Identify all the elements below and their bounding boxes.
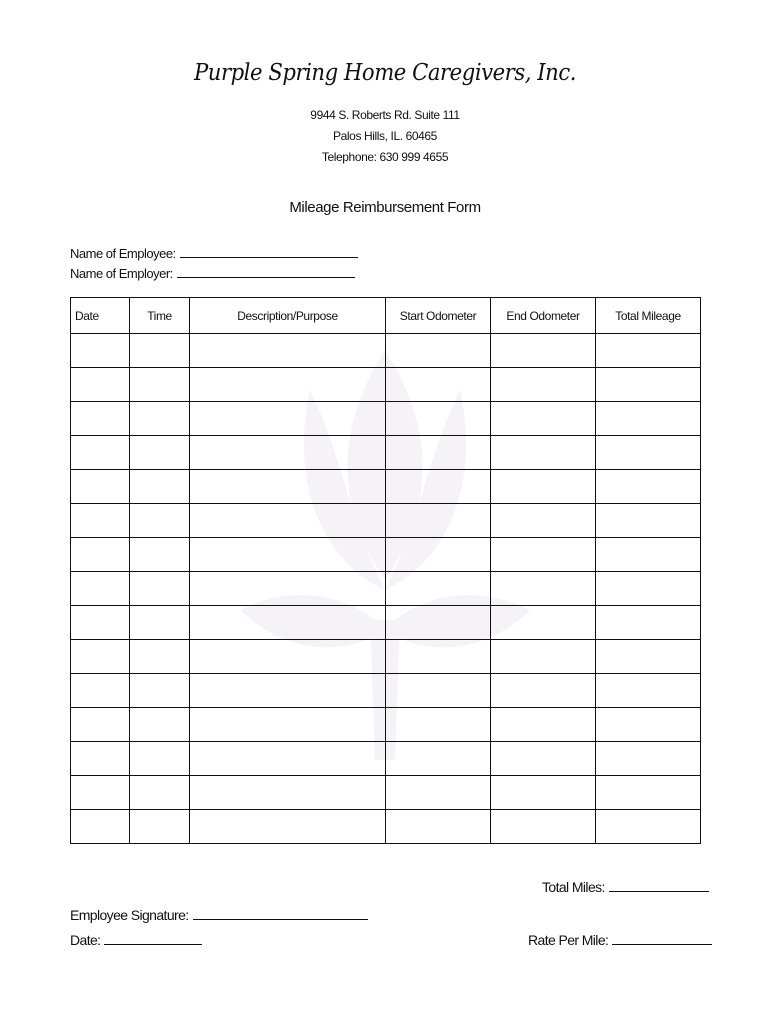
column-header-description: Description/Purpose [190,298,386,334]
column-header-end-odometer: End Odometer [491,298,596,334]
date-cell[interactable] [71,810,130,844]
rate-per-mile-label: Rate Per Mile: [528,932,609,948]
address-line: 9944 S. Roberts Rd. Suite 111 [310,108,460,122]
start-odometer-cell[interactable] [386,402,491,436]
time-cell[interactable] [130,810,190,844]
employer-name-label: Name of Employer: [70,266,173,281]
start-odometer-cell[interactable] [386,368,491,402]
table-body [71,334,701,844]
start-odometer-cell[interactable] [386,742,491,776]
time-cell[interactable] [130,470,190,504]
date-cell[interactable] [71,640,130,674]
start-odometer-cell[interactable] [386,334,491,368]
description-cell[interactable] [190,674,386,708]
end-odometer-cell[interactable] [491,708,596,742]
start-odometer-cell[interactable] [386,436,491,470]
table-row [71,334,701,368]
end-odometer-cell[interactable] [491,572,596,606]
column-header-date: Date [71,298,130,334]
time-cell[interactable] [130,368,190,402]
table-header-row [71,298,701,334]
table-row [71,742,701,776]
total-mileage-cell[interactable] [596,504,701,538]
phone-line: Telephone: 630 999 4655 [321,150,449,164]
description-cell[interactable] [190,810,386,844]
end-odometer-cell[interactable] [491,606,596,640]
total-miles-field[interactable] [542,879,709,895]
total-mileage-cell[interactable] [596,538,701,572]
description-cell[interactable] [190,640,386,674]
date-cell[interactable] [71,436,130,470]
description-cell[interactable] [190,470,386,504]
city-line: Palos Hills, IL. 60465 [333,129,437,143]
table-row [71,640,701,674]
description-cell[interactable] [190,538,386,572]
date-cell[interactable] [71,334,130,368]
total-miles-blank[interactable] [609,879,709,892]
description-cell[interactable] [190,776,386,810]
description-cell[interactable] [190,742,386,776]
rate-per-mile-field[interactable] [528,932,712,948]
table-row [71,776,701,810]
time-cell[interactable] [130,606,190,640]
end-odometer-cell[interactable] [491,436,596,470]
description-cell[interactable] [190,708,386,742]
time-cell[interactable] [130,640,190,674]
table-row [71,368,701,402]
total-mileage-cell[interactable] [596,470,701,504]
description-cell[interactable] [190,368,386,402]
employer-name-field[interactable] [70,266,355,281]
end-odometer-cell[interactable] [491,810,596,844]
end-odometer-cell[interactable] [491,470,596,504]
date-blank[interactable] [104,932,202,945]
date-cell[interactable] [71,606,130,640]
description-cell[interactable] [190,334,386,368]
total-miles-label: Total Miles: [542,879,605,895]
total-mileage-cell[interactable] [596,572,701,606]
table-row [71,708,701,742]
employee-name-blank[interactable] [180,246,358,258]
time-cell[interactable] [130,402,190,436]
date-cell[interactable] [71,674,130,708]
time-cell[interactable] [130,538,190,572]
end-odometer-cell[interactable] [491,368,596,402]
date-cell[interactable] [71,572,130,606]
total-mileage-cell[interactable] [596,708,701,742]
total-mileage-cell[interactable] [596,334,701,368]
date-cell[interactable] [71,538,130,572]
employee-name-field[interactable] [70,246,358,261]
employer-name-blank[interactable] [177,266,355,278]
end-odometer-cell[interactable] [491,742,596,776]
rate-per-mile-blank[interactable] [612,932,712,945]
total-mileage-cell[interactable] [596,402,701,436]
mileage-log-table [70,297,701,844]
start-odometer-cell[interactable] [386,538,491,572]
date-field[interactable] [70,932,202,948]
description-cell[interactable] [190,572,386,606]
end-odometer-cell[interactable] [491,640,596,674]
time-cell[interactable] [130,436,190,470]
column-header-total-mileage: Total Mileage [596,298,701,334]
start-odometer-cell[interactable] [386,572,491,606]
time-cell[interactable] [130,674,190,708]
description-cell[interactable] [190,606,386,640]
table-row [71,504,701,538]
date-cell[interactable] [71,402,130,436]
table-row [71,606,701,640]
column-header-start-odometer: Start Odometer [386,298,491,334]
description-cell[interactable] [190,504,386,538]
table-row [71,402,701,436]
date-cell[interactable] [71,742,130,776]
total-mileage-cell[interactable] [596,606,701,640]
end-odometer-cell[interactable] [491,402,596,436]
date-cell[interactable] [71,470,130,504]
start-odometer-cell[interactable] [386,810,491,844]
time-cell[interactable] [130,334,190,368]
end-odometer-cell[interactable] [491,674,596,708]
time-cell[interactable] [130,776,190,810]
total-mileage-cell[interactable] [596,436,701,470]
table-row [71,436,701,470]
total-mileage-cell[interactable] [596,742,701,776]
start-odometer-cell[interactable] [386,674,491,708]
date-cell[interactable] [71,776,130,810]
date-cell[interactable] [71,368,130,402]
time-cell[interactable] [130,708,190,742]
description-cell[interactable] [190,436,386,470]
table-row [71,572,701,606]
start-odometer-cell[interactable] [386,470,491,504]
table-row [71,538,701,572]
total-mileage-cell[interactable] [596,674,701,708]
start-odometer-cell[interactable] [386,606,491,640]
table-row [71,470,701,504]
employee-signature-label: Employee Signature: [70,907,189,923]
start-odometer-cell[interactable] [386,708,491,742]
start-odometer-cell[interactable] [386,504,491,538]
total-mileage-cell[interactable] [596,368,701,402]
column-header-time: Time [130,298,190,334]
time-cell[interactable] [130,572,190,606]
description-cell[interactable] [190,402,386,436]
time-cell[interactable] [130,742,190,776]
employee-signature-blank[interactable] [193,907,368,920]
table-row [71,674,701,708]
form-title: Mileage Reimbursement Form [289,199,481,216]
company-name: Purple Spring Home Caregivers, Inc. [193,60,577,86]
date-label: Date: [70,932,101,948]
time-cell[interactable] [130,504,190,538]
total-mileage-cell[interactable] [596,776,701,810]
end-odometer-cell[interactable] [491,334,596,368]
end-odometer-cell[interactable] [491,538,596,572]
total-mileage-cell[interactable] [596,810,701,844]
start-odometer-cell[interactable] [386,776,491,810]
employee-signature-field[interactable] [70,907,368,923]
end-odometer-cell[interactable] [491,504,596,538]
date-cell[interactable] [71,504,130,538]
employee-name-label: Name of Employee: [70,246,176,261]
total-mileage-cell[interactable] [596,640,701,674]
table-row [71,810,701,844]
end-odometer-cell[interactable] [491,776,596,810]
start-odometer-cell[interactable] [386,640,491,674]
date-cell[interactable] [71,708,130,742]
